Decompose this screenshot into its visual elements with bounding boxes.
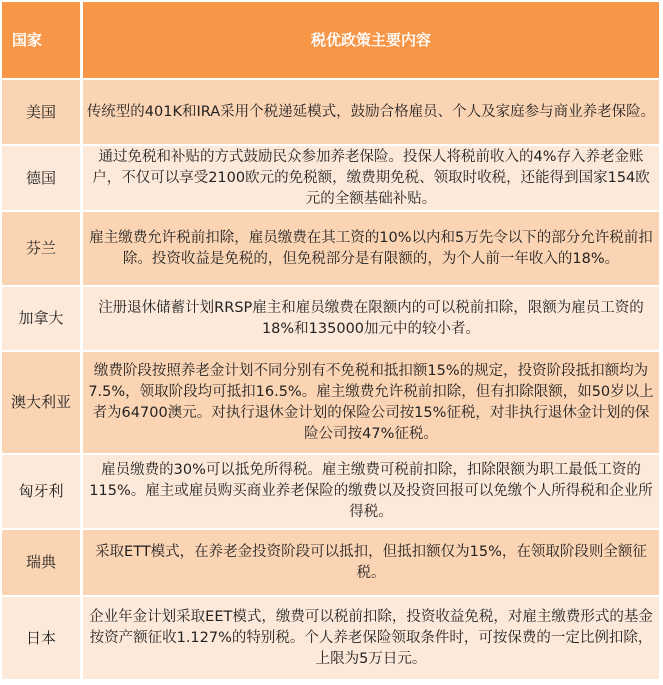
- header-row: [2, 2, 659, 78]
- table-row: [2, 212, 659, 285]
- content-cell: 缴费阶段按照养老金计划不同分别有不免税和抵扣额15%的规定，投资阶段抵扣额均为7.5%，领取阶段均可抵扣16.5%。雇主缴费允许税前扣除，但有扣除限额，如50岁以上者为64700澳元。对执行退休金计划的保险公司按15%征税，对非执行退休金计划的保险公司按47%征税。: [83, 352, 659, 453]
- content-cell: 采取ETT模式，在养老金投资阶段可以抵扣，但抵扣额仅为15%，在领取阶段则全额征税。: [83, 530, 659, 595]
- country-cell: 芬兰: [2, 212, 80, 285]
- content-cell: 传统型的401K和IRA采用个税递延模式，鼓励合格雇员、个人及家庭参与商业养老保险。: [83, 80, 659, 144]
- country-cell: 澳大利亚: [2, 352, 80, 453]
- country-cell: 美国: [2, 80, 80, 144]
- table-row: [2, 455, 659, 528]
- country-cell: 日本: [2, 597, 80, 679]
- header-country: 国家: [2, 2, 80, 78]
- country-cell: 匈牙利: [2, 455, 80, 528]
- content-cell: 注册退休储蓄计划RRSP雇主和雇员缴费在限额内的可以税前扣除，限额为雇员工资的18%和135000加元中的较小者。: [83, 287, 659, 350]
- header-content: 税优政策主要内容: [83, 2, 659, 78]
- country-cell: 瑞典: [2, 530, 80, 595]
- content-cell: 雇员缴费的30%可以抵免所得税。雇主缴费可税前扣除，扣除限额为职工最低工资的115%。雇主或雇员购买商业养老保险的缴费以及投资回报可以免缴个人所得税和企业所得税。: [83, 455, 659, 528]
- content-cell: 雇主缴费允许税前扣除，雇员缴费在其工资的10%以内和5万先令以下的部分允许税前扣除。投资收益是免税的，但免税部分是有限额的，为个人前一年收入的18%。: [83, 212, 659, 285]
- table-row: [2, 80, 659, 144]
- country-cell: 德国: [2, 146, 80, 210]
- country-cell: 加拿大: [2, 287, 80, 350]
- table-row: [2, 146, 659, 210]
- table-row: [2, 530, 659, 595]
- content-cell: 通过免税和补贴的方式鼓励民众参加养老保险。投保人将税前收入的4%存入养老金账户，不仅可以享受2100欧元的免税额，缴费期免税、领取时收税，还能得到国家154欧元的全额基础补贴。: [83, 146, 659, 210]
- table-row: [2, 352, 659, 453]
- table-row: [2, 597, 659, 679]
- table-row: [2, 287, 659, 350]
- content-cell: 企业年金计划采取EET模式，缴费可以税前扣除，投资收益免税，对雇主缴费形式的基金按资产额征收1.127%的特别税。个人养老保险领取条件时，可按保费的一定比例扣除，上限为5万日元。: [83, 597, 659, 679]
